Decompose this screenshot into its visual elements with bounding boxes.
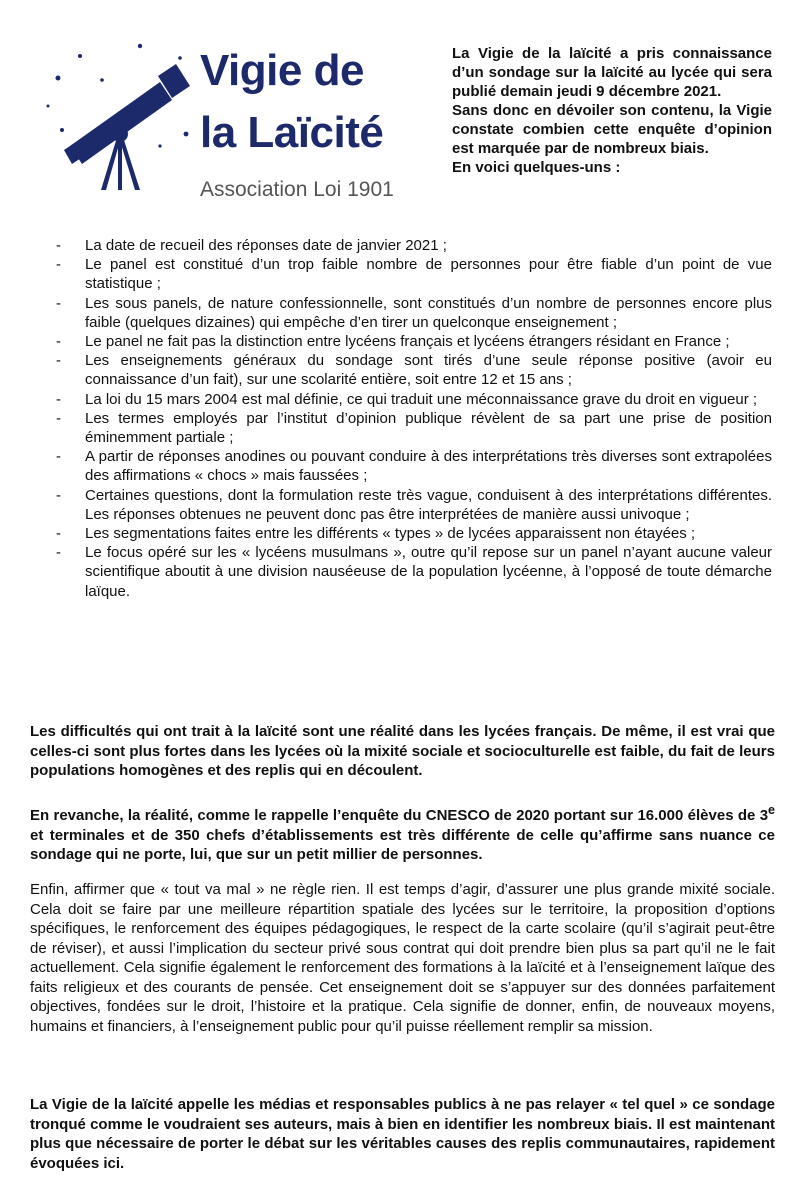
list-item: - Le focus opéré sur les « lycéens musulmans », outre qu’il repose sur un panel n’ayant aucune valeur scientifique aboutit à une division nauséeuse de la population lycéenne, à l’opposé de toute démarche laïque. xyxy=(56,543,772,601)
logo-title-line1: Vigie de xyxy=(200,46,364,95)
paragraph-cnesco-part2: et terminales et de 350 chefs d’établissements est très différente de celle qu’affirme sans nuance ce sondage qui ne porte, lui, que sur un petit millier de personnes. xyxy=(30,826,775,863)
list-item: - Les enseignements généraux du sondage sont tirés d’une seule réponse positive (avoir eu connaissance d’un fait), sur une scolarité entière, soit entre 12 et 15 ans ; xyxy=(56,351,772,389)
list-item: - Certaines questions, dont la formulation reste très vague, conduisent à des interprétations différentes. Les réponses obtenues ne peuvent donc pas être interprétées de manière aussi univoque ; xyxy=(56,486,772,524)
intro-paragraph-1: La Vigie de la laïcité a pris connaissance d’un sondage sur la laïcité au lycée qui sera publié demain jeudi 9 décembre 2021. xyxy=(452,45,772,100)
list-item: - La loi du 15 mars 2004 est mal définie, ce qui traduit une méconnaissance grave du droit en vigueur ; xyxy=(56,390,772,409)
logo-title-line2: la Laïcité xyxy=(200,108,384,157)
telescope-icon xyxy=(40,38,200,198)
list-item: - Les termes employés par l’institut d’opinion publique révèlent de sa part une prise de position éminemment partiale ; xyxy=(56,409,772,447)
list-item: - Les segmentations faites entre les différents « types » de lycées apparaissent non étayées ; xyxy=(56,524,772,543)
list-item: - Les sous panels, de nature confessionnelle, sont constitués d’un nombre de personnes encore plus faible (quelques dizaines) qui empêche d’en tirer un quelconque enseignement ; xyxy=(56,294,772,332)
list-item: - Le panel est constitué d’un trop faible nombre de personnes pour être fiable d’un point de vue statistique ; xyxy=(56,255,772,293)
intro-paragraph-2: Sans donc en dévoiler son contenu, la Vigie constate combien cette enquête d’opinion est marquée par de nombreux biais. xyxy=(452,102,772,157)
association-logo xyxy=(40,38,420,223)
list-item: - A partir de réponses anodines ou pouvant conduire à des interprétations très diverses sont extrapolées des affirmations « chocs » mais faussées ; xyxy=(56,447,772,485)
bias-list xyxy=(56,236,772,601)
paragraph-difficulties: Les difficultés qui ont trait à la laïcité sont une réalité dans les lycées français. De même, il est vrai que celles-ci sont plus fortes dans les lycées où la mixité sociale et socioculturelle est faible, du fait de leurs populations homogènes et des replis qui en découlent. xyxy=(30,723,775,779)
logo-subtitle: Association Loi 1901 xyxy=(200,178,394,201)
paragraph-cnesco xyxy=(30,801,775,865)
list-item: - La date de recueil des réponses date de janvier 2021 ; xyxy=(56,236,772,255)
paragraph-proposals: Enfin, affirmer que « tout va mal » ne règle rien. Il est temps d’agir, d’assurer une plus grande mixité sociale. Cela doit se faire par une meilleure répartition spatiale des lycées sur le territoire, la proposition d’options spécifiques, le renforcement des équipes pédagogiques, le respect de la carte scolaire (qu’il s’agirait peut-être de réviser), et aussi l’implication du secteur privé sous contrat qui doit prendre bien plus sa part qu’il ne le fait actuellement. Cela signifie également le renforcement des formations à la laïcité et à l’enseignement laïque des faits religieux et des courants de pensée. Cet enseignement doit se s’appuyer sur des données parfaitement objectives, fondées sur le droit, l’histoire et la pratique. Cela signifie de donner, enfin, de nouveaux moyens, humains et financiers, à l’enseignement public pour qu’il puisse réellement remplir sa mission. xyxy=(30,881,775,1035)
paragraph-call-to-action: La Vigie de la laïcité appelle les médias et responsables publics à ne pas relayer « tel quel » ce sondage tronqué comme le voudraient ses auteurs, mais à bien en identifier les nombreux biais. Il est maintenant plus que nécessaire de porter le débat sur les véritables causes des replis communautaires, rapidement évoquées ici. xyxy=(30,1096,775,1172)
intro-block xyxy=(452,44,772,177)
paragraph-cnesco-part1: En revanche, la réalité, comme le rappelle l’enquête du CNESCO de 2020 portant sur 16.000 élèves de 3 xyxy=(30,807,769,824)
list-item: - Le panel ne fait pas la distinction entre lycéens français et lycéens étrangers résidant en France ; xyxy=(56,332,772,351)
paragraph-cnesco-sup: e xyxy=(768,803,775,817)
intro-paragraph-3: En voici quelques-uns : xyxy=(452,159,621,176)
